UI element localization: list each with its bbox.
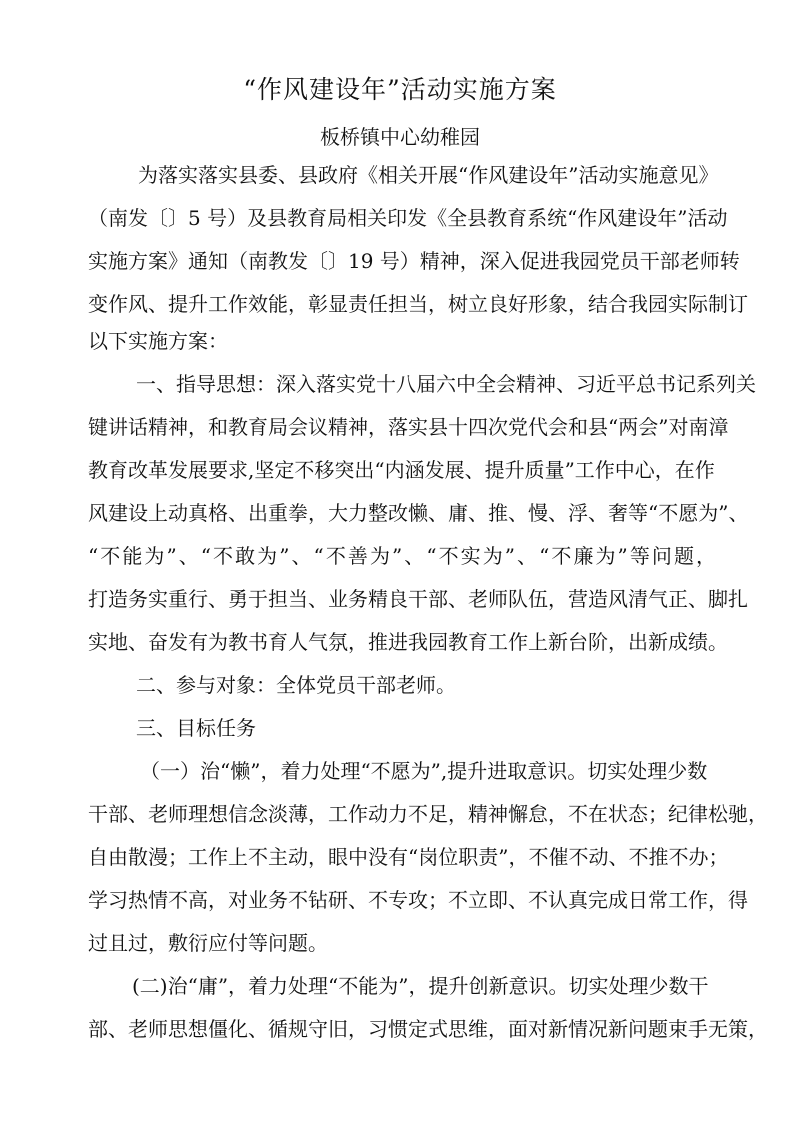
- text-line: （南发〔〕5 号）及县教育局相关印发《全县教育系统“作风建设年”活动: [88, 206, 728, 230]
- text-line: 为落实落实县委、县政府《相关开展“作风建设年”活动实施意见》: [138, 163, 719, 187]
- document-subtitle: 板桥镇中心幼稚园: [320, 125, 480, 149]
- text-line: 二、参与对象：全体党员干部老师。: [136, 673, 456, 697]
- text-line: 部、老师思想僵化、循规守旧，习惯定式思维，面对新情况新问题束手无策，: [88, 1017, 768, 1041]
- text-line: 过且过，敷衍应付等问题。: [88, 931, 328, 955]
- document-title: “作风建设年”活动实施方案: [243, 75, 557, 104]
- text-line: 键讲话精神，和教育局会议精神，落实县十四次党代会和县“两会”对南漳: [88, 415, 729, 439]
- text-line: 打造务实重行、勇于担当、业务精良干部、老师队伍，营造风清气正、脚扎: [88, 587, 748, 611]
- text-line: 三、目标任务: [136, 716, 256, 740]
- text-line: 教育改革发展要求,坚定不移突出“内涵发展、提升质量”工作中心，在作: [88, 458, 715, 482]
- text-line: (二)治“庸”，着力处理“不能为”，提升创新意识。切实处理少数干: [132, 974, 709, 998]
- text-line: 风建设上动真格、出重拳，大力整改懒、庸、推、慢、浮、奢等“不愿为”、: [88, 501, 749, 525]
- text-line: 学习热情不高，对业务不钻研、不专攻；不立即、不认真完成日常工作，得: [88, 888, 748, 912]
- text-line: 实地、奋发有为教书育人气氛，推进我园教育工作上新台阶，出新成绩。: [88, 630, 728, 654]
- text-line: 变作风、提升工作效能，彰显责任担当，树立良好形象，结合我园实际制订: [88, 292, 748, 316]
- text-line: 实施方案》通知（南教发〔〕19 号）精神，深入促进我园党员干部老师转: [88, 249, 740, 273]
- text-line: 自由散漫；工作上不主动，眼中没有“岗位职责”，不催不动、不推不办；: [88, 845, 729, 869]
- text-line: 干部、老师理想信念淡薄，工作动力不足，精神懈怠，不在状态；纪律松驰，: [88, 802, 768, 826]
- text-line: “不能为”、“不敢为”、“不善为”、“不实为”、“不廉为”等问题，: [88, 544, 716, 568]
- text-line: （一）治“懒”，着力处理“不愿为”,提升进取意识。切实处理少数: [140, 759, 708, 783]
- text-line: 以下实施方案：: [88, 329, 228, 353]
- text-line: 一、指导思想：深入落实党十八届六中全会精神、习近平总书记系列关: [136, 372, 756, 396]
